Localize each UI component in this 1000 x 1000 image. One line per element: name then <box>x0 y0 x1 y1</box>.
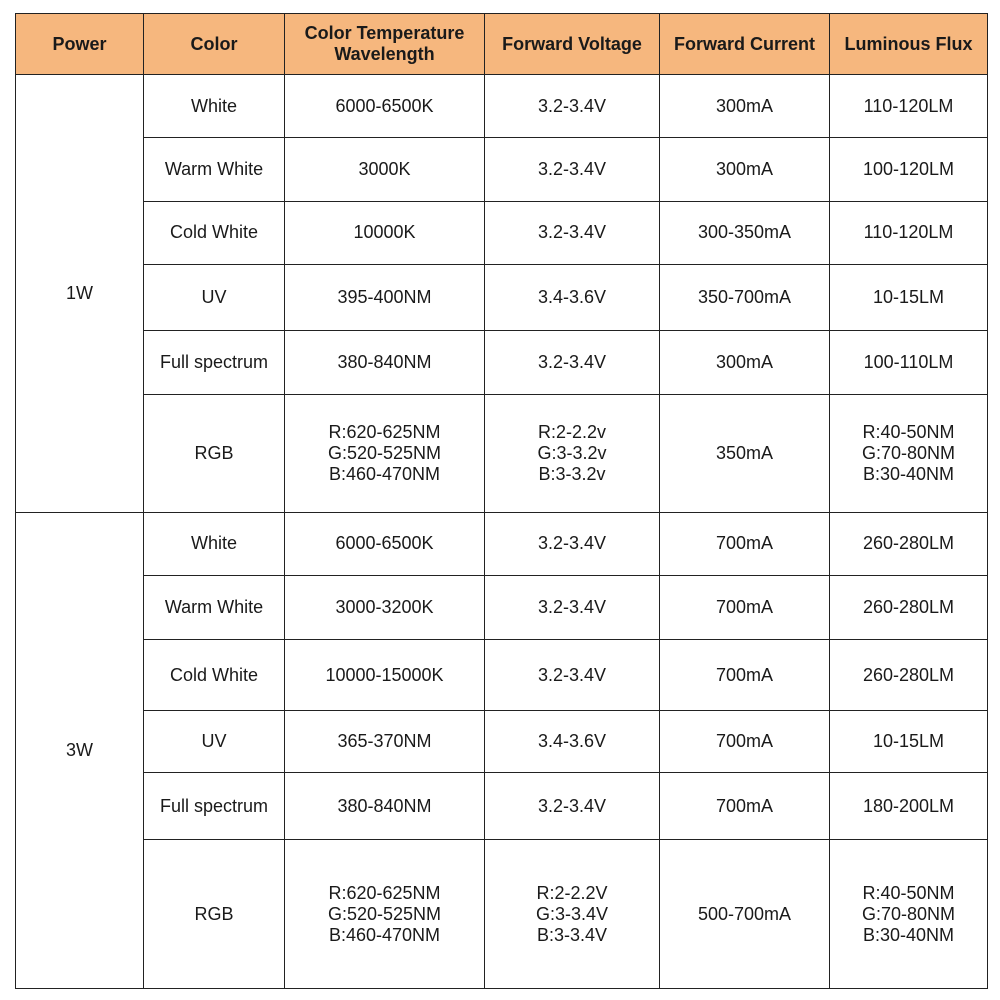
flux-cell: 110-120LM <box>830 75 988 138</box>
voltage-cell: R:2-2.2V G:3-3.4V B:3-3.4V <box>485 840 660 989</box>
temperature-cell: R:620-625NM G:520-525NM B:460-470NM <box>285 840 485 989</box>
table-row <box>16 264 988 330</box>
current-cell: 500-700mA <box>660 840 830 989</box>
color-cell: Cold White <box>144 640 285 710</box>
current-cell: 350mA <box>660 395 830 513</box>
temperature-cell: 380-840NM <box>285 772 485 839</box>
color-cell: UV <box>144 710 285 772</box>
temperature-cell: 10000K <box>285 201 485 264</box>
temperature-cell: 3000K <box>285 138 485 201</box>
color-cell: Full spectrum <box>144 772 285 839</box>
flux-cell: 110-120LM <box>830 201 988 264</box>
color-cell: RGB <box>144 840 285 989</box>
temperature-cell: 3000-3200K <box>285 576 485 640</box>
header-row <box>16 14 988 75</box>
color-cell: White <box>144 75 285 138</box>
flux-cell: R:40-50NM G:70-80NM B:30-40NM <box>830 840 988 989</box>
header-forward-voltage: Forward Voltage <box>485 14 660 75</box>
temperature-cell: 365-370NM <box>285 710 485 772</box>
flux-cell: 260-280LM <box>830 512 988 575</box>
temperature-cell: 10000-15000K <box>285 640 485 710</box>
voltage-cell: 3.2-3.4V <box>485 331 660 395</box>
temperature-cell: 6000-6500K <box>285 512 485 575</box>
color-cell: RGB <box>144 395 285 513</box>
header-luminous-flux: Luminous Flux <box>830 14 988 75</box>
table-row <box>16 772 988 839</box>
color-cell: UV <box>144 264 285 330</box>
current-cell: 700mA <box>660 512 830 575</box>
table-row <box>16 331 988 395</box>
table-row <box>16 138 988 201</box>
header-color: Color <box>144 14 285 75</box>
voltage-cell: 3.2-3.4V <box>485 138 660 201</box>
voltage-cell: 3.2-3.4V <box>485 75 660 138</box>
color-cell: White <box>144 512 285 575</box>
flux-cell: 180-200LM <box>830 772 988 839</box>
current-cell: 700mA <box>660 640 830 710</box>
table-row <box>16 395 988 513</box>
voltage-cell: 3.4-3.6V <box>485 710 660 772</box>
flux-cell: 10-15LM <box>830 710 988 772</box>
flux-cell: 100-110LM <box>830 331 988 395</box>
temperature-cell: 6000-6500K <box>285 75 485 138</box>
color-cell: Cold White <box>144 201 285 264</box>
header-forward-current: Forward Current <box>660 14 830 75</box>
flux-cell: 260-280LM <box>830 640 988 710</box>
table-row <box>16 75 988 138</box>
power-cell: 3W <box>16 512 144 988</box>
table-row <box>16 710 988 772</box>
table-row <box>16 840 988 989</box>
voltage-cell: 3.4-3.6V <box>485 264 660 330</box>
current-cell: 350-700mA <box>660 264 830 330</box>
voltage-cell: 3.2-3.4V <box>485 640 660 710</box>
voltage-cell: 3.2-3.4V <box>485 512 660 575</box>
current-cell: 300mA <box>660 331 830 395</box>
table-row <box>16 512 988 575</box>
voltage-cell: 3.2-3.4V <box>485 576 660 640</box>
flux-cell: R:40-50NM G:70-80NM B:30-40NM <box>830 395 988 513</box>
current-cell: 300-350mA <box>660 201 830 264</box>
color-cell: Warm White <box>144 576 285 640</box>
flux-cell: 100-120LM <box>830 138 988 201</box>
power-cell: 1W <box>16 75 144 513</box>
voltage-cell: R:2-2.2v G:3-3.2v B:3-3.2v <box>485 395 660 513</box>
header-color-temperature: Color Temperature Wavelength <box>285 14 485 75</box>
header-power: Power <box>16 14 144 75</box>
color-cell: Full spectrum <box>144 331 285 395</box>
flux-cell: 260-280LM <box>830 576 988 640</box>
table-row <box>16 640 988 710</box>
voltage-cell: 3.2-3.4V <box>485 201 660 264</box>
current-cell: 700mA <box>660 772 830 839</box>
color-cell: Warm White <box>144 138 285 201</box>
led-spec-table <box>15 13 988 989</box>
voltage-cell: 3.2-3.4V <box>485 772 660 839</box>
table-row <box>16 576 988 640</box>
current-cell: 300mA <box>660 138 830 201</box>
temperature-cell: 395-400NM <box>285 264 485 330</box>
temperature-cell: 380-840NM <box>285 331 485 395</box>
flux-cell: 10-15LM <box>830 264 988 330</box>
current-cell: 700mA <box>660 576 830 640</box>
temperature-cell: R:620-625NM G:520-525NM B:460-470NM <box>285 395 485 513</box>
table-row <box>16 201 988 264</box>
current-cell: 300mA <box>660 75 830 138</box>
current-cell: 700mA <box>660 710 830 772</box>
